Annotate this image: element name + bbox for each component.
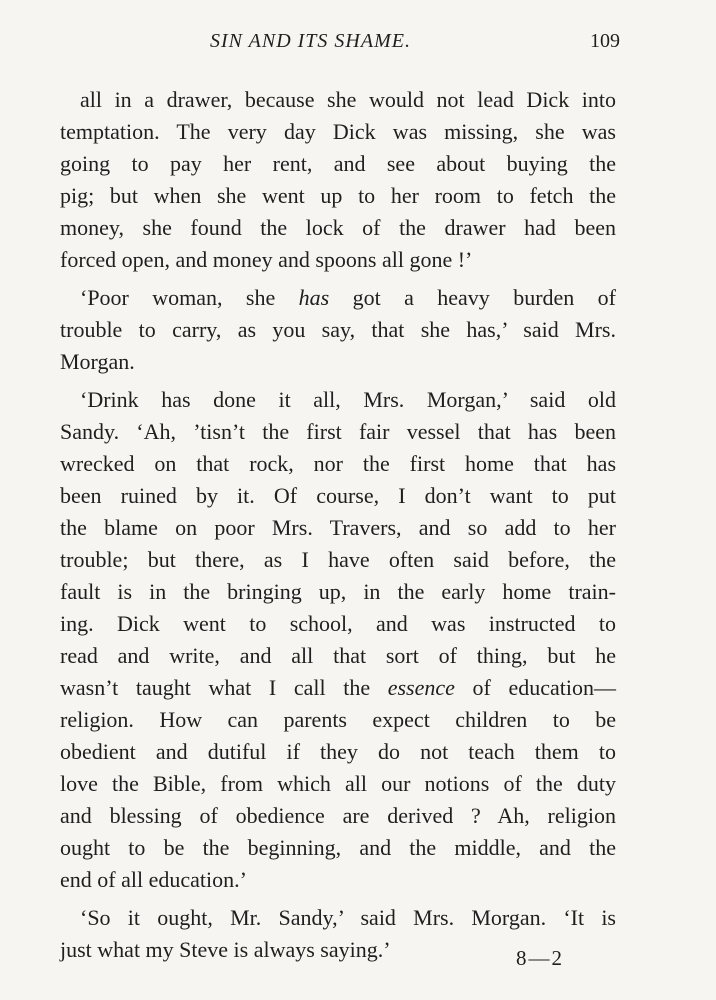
text-line: religion. How can parents expect children to be [60, 707, 616, 732]
text-line: temptation. The very day Dick was missing, she was [60, 119, 616, 144]
italic-text: essence [387, 675, 455, 700]
text-line: trouble to carry, as you say, that she has,’ said Mrs. [60, 317, 616, 342]
text-line: wrecked on that rock, nor the first home that has [60, 451, 616, 476]
text-line: end of all education.’ [60, 867, 247, 892]
text-line: obedient and dutiful if they do not teach them to [60, 739, 616, 764]
paragraph [60, 282, 616, 378]
page-number: 109 [590, 30, 620, 52]
text-line: Morgan. [60, 349, 135, 374]
text-line: just what my Steve is always saying.’ [60, 937, 391, 962]
line-segment: ‘Poor woman, she [80, 285, 299, 310]
text-line: ought to be the beginning, and the middle, and the [60, 835, 616, 860]
paragraph [60, 84, 616, 276]
page-header [60, 30, 620, 58]
text-line [60, 282, 616, 314]
text-line: love the Bible, from which all our notions of the duty [60, 771, 616, 796]
text-line: read and write, and all that sort of thing, but he [60, 643, 616, 668]
line-segment: got a heavy burden of [329, 285, 616, 310]
italic-text: has [298, 285, 330, 310]
text-line: ing. Dick went to school, and was instructed to [60, 611, 616, 636]
running-title: SIN AND ITS SHAME. [210, 30, 411, 52]
text-line: fault is in the bringing up, in the early home train- [60, 579, 616, 604]
paragraph [60, 384, 616, 896]
text-line: the blame on poor Mrs. Travers, and so add to her [60, 515, 616, 540]
text-line [60, 672, 616, 704]
text-line: all in a drawer, because she would not lead Dick into [80, 87, 616, 112]
text-line: ‘So it ought, Mr. Sandy,’ said Mrs. Morgan. ‘It is [80, 905, 616, 930]
text-line: money, she found the lock of the drawer had been [60, 215, 616, 240]
signature-mark: 8—2 [516, 946, 564, 970]
text-line: pig; but when she went up to her room to fetch the [60, 183, 616, 208]
text-line: ‘Drink has done it all, Mrs. Morgan,’ said old [80, 387, 616, 412]
text-line: been ruined by it. Of course, I don’t want to put [60, 483, 616, 508]
text-line: trouble; but there, as I have often said before, the [60, 547, 616, 572]
text-line: and blessing of obedience are derived ? Ah, religion [60, 803, 616, 828]
text-line: going to pay her rent, and see about buying the [60, 151, 616, 176]
line-segment: wasn’t taught what I call the [60, 675, 388, 700]
text-line: Sandy. ‘Ah, ’tisn’t the first fair vessel that has been [60, 419, 616, 444]
text-line: forced open, and money and spoons all gone !’ [60, 247, 473, 272]
line-segment: of education— [454, 675, 616, 700]
body-text [60, 84, 616, 966]
